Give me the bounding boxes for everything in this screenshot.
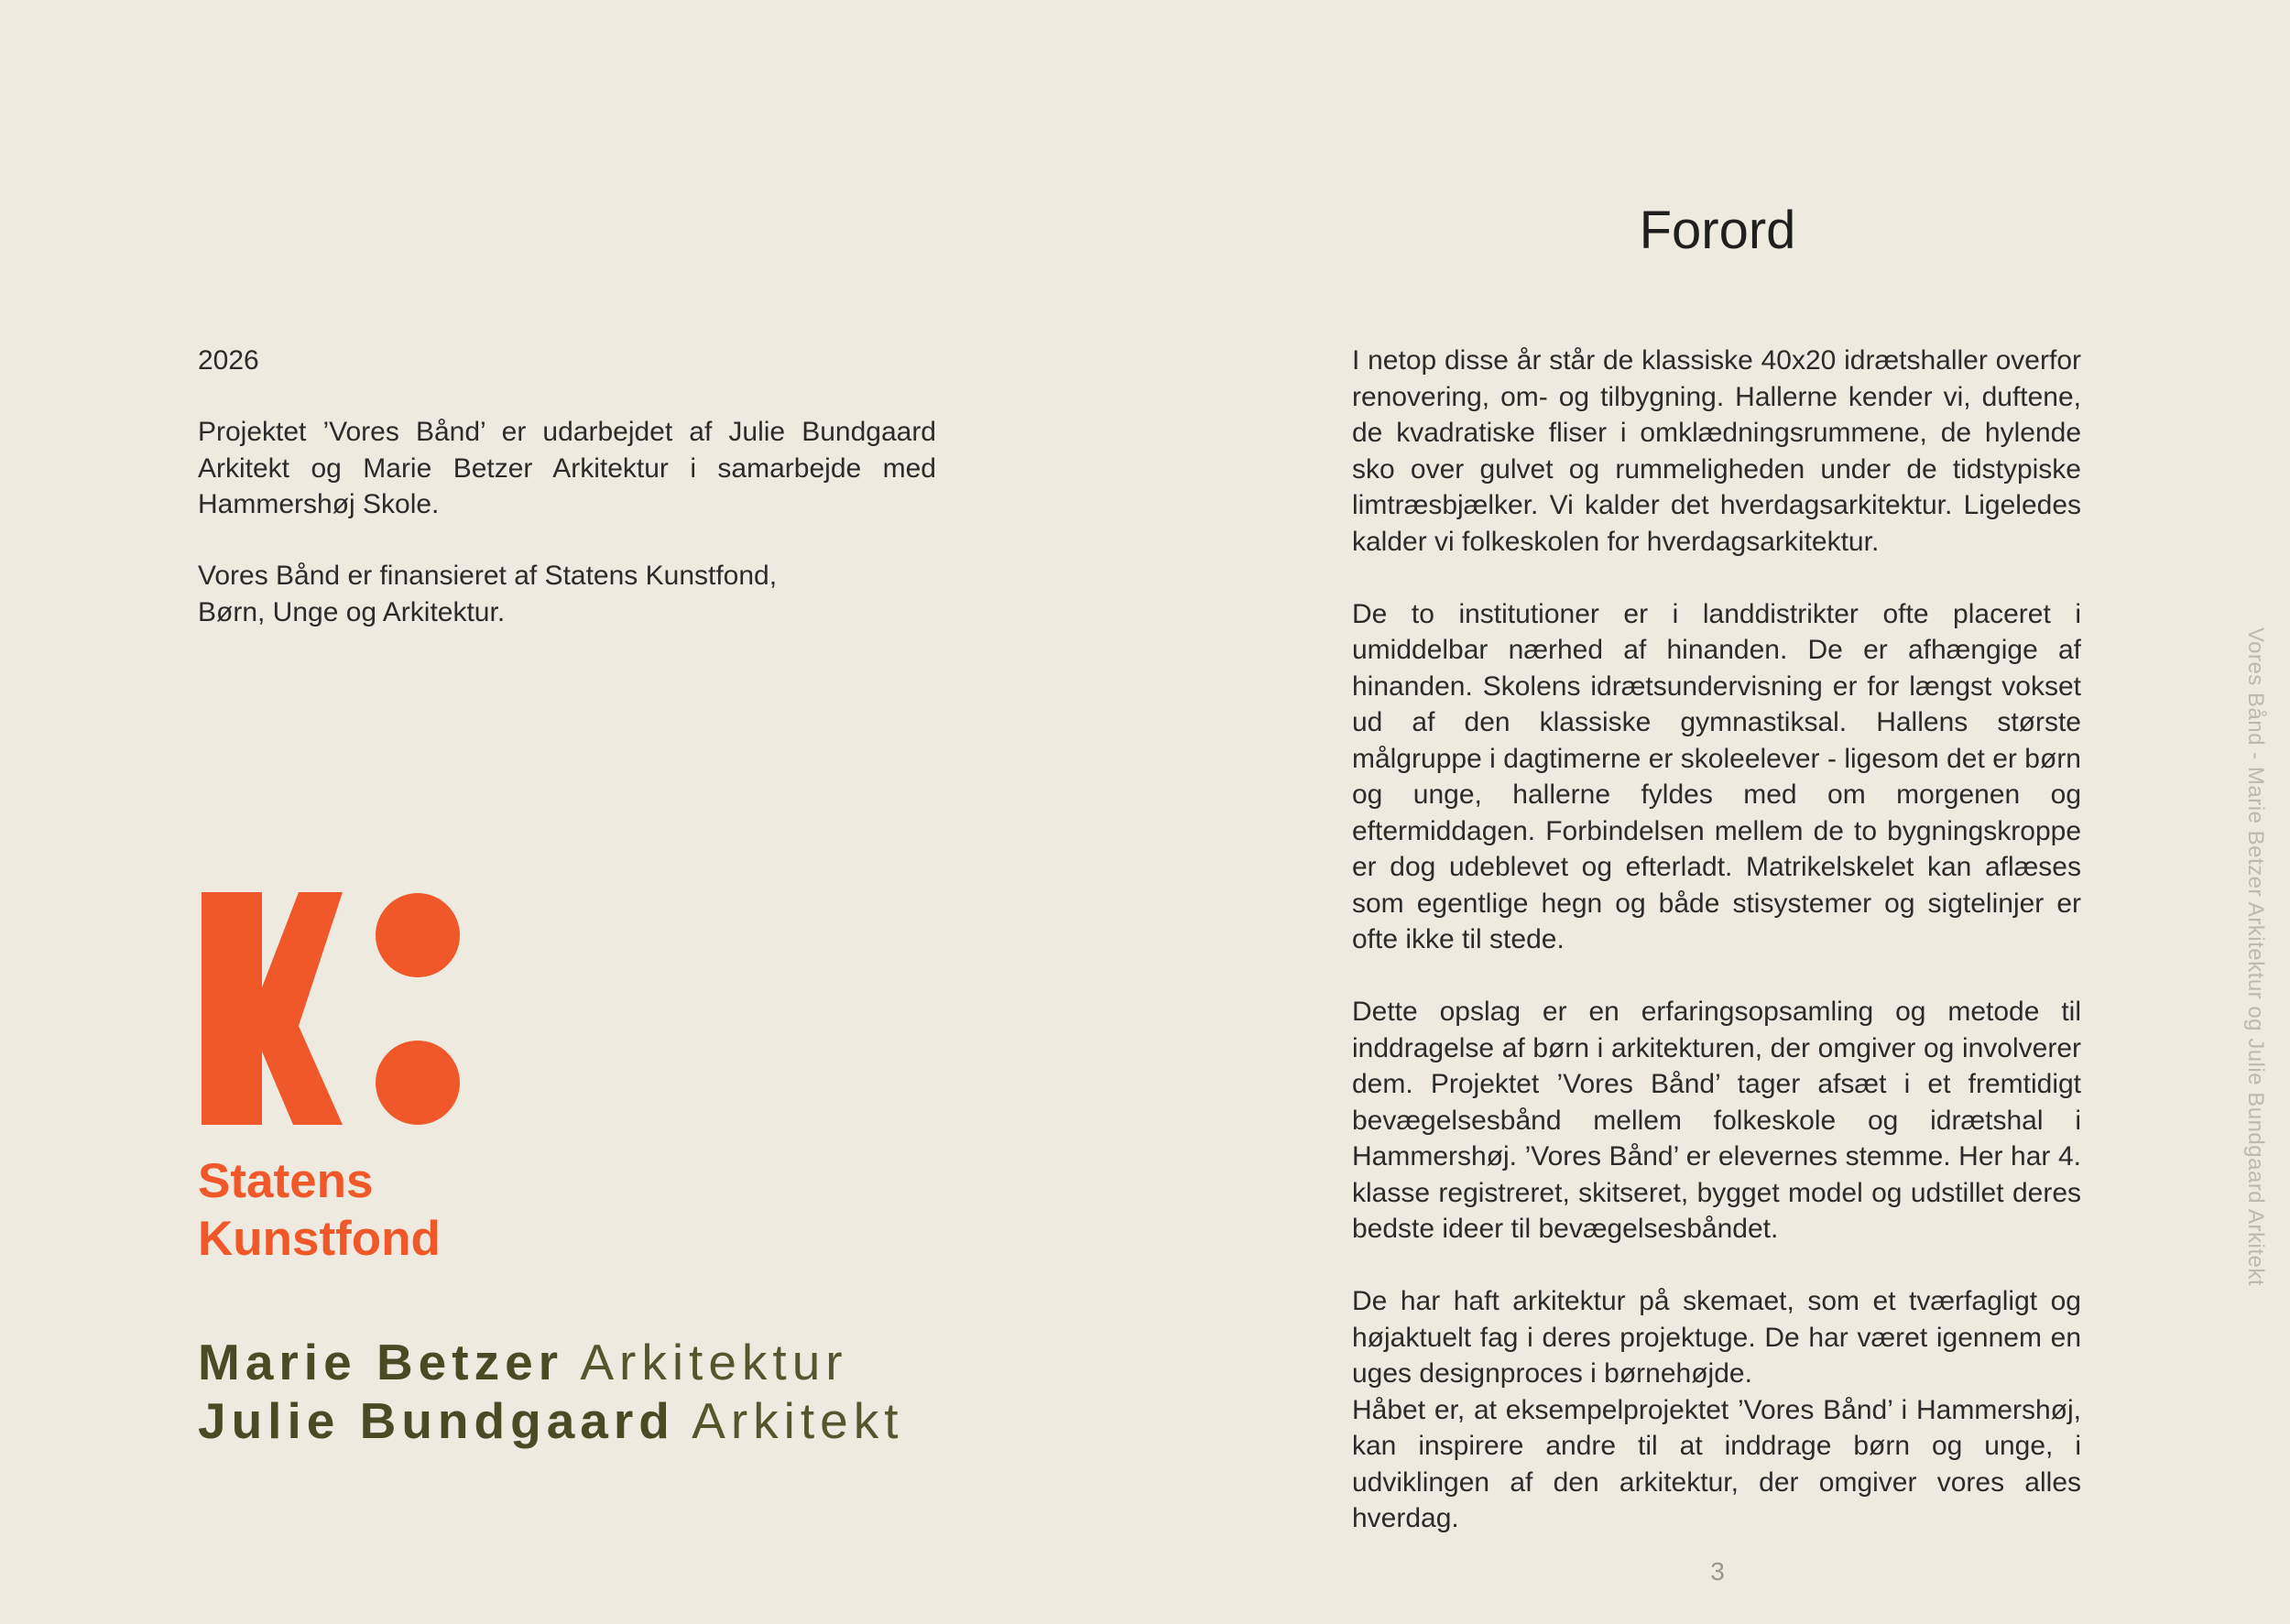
funding-line: Vores Bånd er finansieret af Statens Kunstfond, — [198, 561, 778, 591]
paragraph: De to institutioner er i landdistrikter ofte placeret i umiddelbar nærhed af hinanden. De er afhængige af hinanden. Skolens idrætsundervisning er for længst vokset ud af den klassiske gymnastiksal. Hallens største målgruppe i dagtimerne er skoleelever - ligesom det er børn og unge, hallerne fyldes med om morgenen og eftermiddagen. Forbindelsen mellem de to bygningskroppe er dog udeblevet og efterladt. Matrikelskelet kan aflæses som egentlige hegn og både stisystemer og sigtelinjer er ofte ikke til stede. — [1352, 598, 2081, 954]
paragraph: Håbet er, at eksempelprojektet ’Vores Bånd’ i Hammershøj, kan inspirere andre til at inddrage børn og unge, i udviklingen af den arkitektur, der omgiver vores alles hverdag. — [1352, 1394, 2081, 1533]
side-running-text: Vores Bånd - Marie Betzer Arkitektur og Julie Bundgaard Arkitekt — [2243, 627, 2268, 1287]
architect-name: Marie Betzer — [198, 1334, 564, 1390]
foreword-body — [1352, 343, 2081, 1573]
architect-line — [198, 1391, 904, 1450]
statens-kunstfond-k-logo-icon — [198, 888, 463, 1128]
page-number: 3 — [1710, 1557, 1725, 1586]
year-label: 2026 — [198, 345, 259, 376]
architect-name: Julie Bundgaard — [198, 1392, 675, 1449]
paragraph: De har haft arkitektur på skemaet, som et tværfagligt og højaktuelt fag i deres projektuge. De har været igennem en uges designproces i børnehøjde. — [1352, 1286, 2081, 1389]
architect-title: Arkitekt — [692, 1392, 904, 1449]
logo-line: Statens — [198, 1154, 374, 1208]
project-credits: Projektet ’Vores Bånd’ er udarbejdet af Julie Bundgaard Arkitekt og Marie Betzer Arkitektur i samarbejde med Hammershøj Skole. — [198, 417, 936, 519]
architect-title: Arkitektur — [580, 1334, 848, 1390]
statens-kunstfond-wordmark — [198, 1152, 441, 1268]
architects-wordmark — [198, 1333, 904, 1450]
logo-line: Kunstfond — [198, 1212, 441, 1266]
funding-note — [198, 558, 777, 630]
architect-line — [198, 1333, 904, 1391]
paragraph: I netop disse år står de klassiske 40x20 idrætshaller overfor renovering, om- og tilbygning. Hallerne kender vi, duftene, de kvadratiske fliser i omklædningsrummene, de hylende sko over gulvet og rummeligheden under de tidstypiske limtræsbjælker. Vi kalder det hverdagsarkitektur. Ligeledes kalder vi folkeskolen for hverdagsarkitektur. — [1352, 345, 2081, 557]
page-title: Forord — [1639, 201, 1796, 260]
funding-line: Børn, Unge og Arkitektur. — [198, 596, 506, 627]
paragraph: Dette opslag er en erfaringsopsamling og metode til inddragelse af børn i arkitekturen, der omgiver og involverer dem. Projektet ’Vores Bånd’ tager afsæt i et fremtidigt bevægelsesbånd mellem folkeskole og idrætshal i Hammershøj. ’Vores Bånd’ er elevernes stemme. Her har 4. klasse registreret, skitseret, bygget model og udstillet deres bedste ideer til bevægelsesbåndet. — [1352, 997, 2081, 1244]
